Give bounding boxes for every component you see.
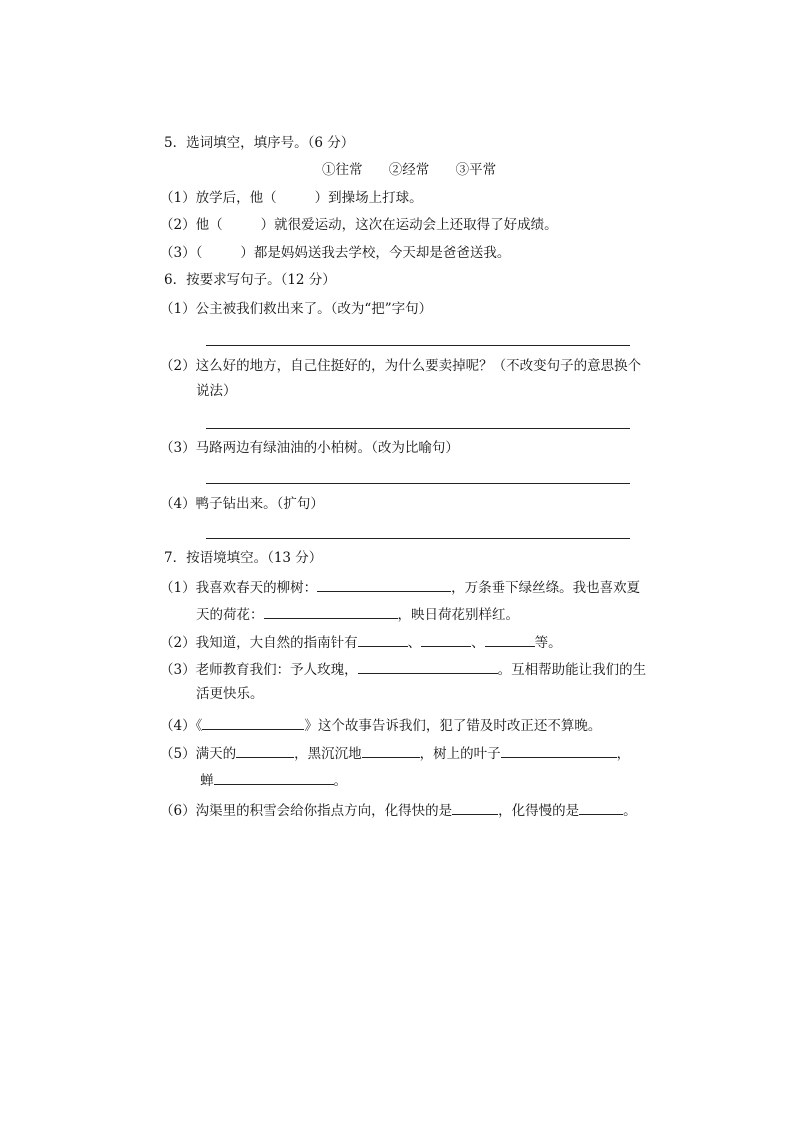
q7-item-4-text-a: （4）《 [160, 718, 203, 734]
q5-options [322, 160, 518, 180]
q7-item-5-text-c: ，树上的叶子 [419, 746, 501, 762]
q7-item-3-text-a: （3）老师教育我们：予人玫瑰， [160, 662, 358, 678]
q7-item-5-blank-1[interactable] [236, 743, 294, 758]
q6-item-2-cont: 说法） [196, 383, 237, 399]
q6-title: 6．按要求写句子。（12 分） [164, 272, 336, 288]
q5-item-3-text-a: （3）（ [160, 245, 203, 261]
q7-item-1-text-b: ，万条垂下绿丝绦。我也喜欢夏 [451, 580, 641, 596]
q5-item-1-text-b: ）到操场上打球。 [314, 190, 423, 206]
q7-item-1-blank-1[interactable] [317, 577, 451, 592]
q5-item-2-text-b: ）就很爱运动，这次在运动会上还取得了好成绩。 [260, 217, 558, 233]
q7-item-1 [160, 577, 640, 598]
q7-item-6-blank-2[interactable] [579, 800, 623, 815]
q7-item-5-blank-2[interactable] [362, 743, 420, 758]
q7-item-1-text-a: （1）我喜欢春天的柳树： [160, 580, 318, 596]
q7-item-2-blank-1[interactable] [358, 632, 408, 647]
q7-item-1-blank-2[interactable] [264, 604, 398, 619]
q7-item-1-text-d: ，映日荷花别样红。 [397, 607, 519, 623]
q5-item-1 [160, 188, 423, 208]
q7-item-6-blank-1[interactable] [452, 800, 498, 815]
q7-item-5-text-b: ，黑沉沉地 [294, 746, 362, 762]
q7-item-5 [160, 743, 630, 764]
q7-item-2 [160, 632, 562, 653]
q6-item-3: （3）马路两边有绿油油的小柏树。（改为比喻句） [160, 440, 459, 456]
q5-item-1-text-a: （1）放学后，他（ [160, 190, 277, 206]
q6-item-1: （1）公主被我们救出来了。（改为“把”字句） [160, 301, 433, 317]
q7-item-6-text-c: 。 [623, 803, 637, 819]
q7-item-5-blank-4[interactable] [214, 770, 334, 785]
q7-item-1-cont [196, 604, 519, 625]
q7-item-2-text-end: 等。 [534, 635, 562, 651]
q6-item-4: （4）鸭子钻出来。（扩句） [160, 496, 324, 512]
q5-option-1: ①往常 [322, 162, 363, 178]
q5-item-3-text-b: ）都是妈妈送我去学校，今天却是爸爸送我。 [240, 245, 511, 261]
q7-item-2-text-a: （2）我知道，大自然的指南针有 [160, 635, 358, 651]
q7-item-3-blank-1[interactable] [358, 659, 498, 674]
q7-item-5-text-d: ， [616, 746, 631, 762]
q7-item-5-text-a: （5）满天的 [160, 746, 237, 762]
q6-item-1-answer-line[interactable] [206, 345, 630, 346]
q5-item-2 [160, 215, 558, 235]
q5-item-3 [160, 243, 510, 263]
q5-option-3: ③平常 [455, 162, 497, 178]
q6-item-3-answer-line[interactable] [206, 483, 630, 484]
q7-item-4 [160, 715, 601, 736]
q7-item-2-blank-3[interactable] [485, 632, 535, 647]
q7-item-5-text-e: 蝉 [200, 773, 214, 789]
q7-item-3 [160, 659, 646, 680]
q7-item-2-blank-2[interactable] [421, 632, 471, 647]
q5-option-2: ②经常 [388, 162, 430, 178]
q7-item-1-text-c: 天的荷花： [196, 607, 264, 623]
q7-item-5-text-f: 。 [333, 773, 347, 789]
q7-item-5-cont [200, 770, 347, 791]
q7-item-2-sep-1: 、 [407, 635, 422, 651]
q6-item-4-answer-line[interactable] [206, 538, 630, 539]
q6-item-2: （2）这么好的地方，自己住挺好的，为什么要卖掉呢？（不改变句子的意思换个 [160, 358, 642, 374]
q5-title: 5．选词填空，填序号。（6 分） [164, 135, 355, 151]
q7-item-6 [160, 800, 637, 821]
q6-item-2-answer-line[interactable] [206, 428, 630, 429]
q5-item-2-text-a: （2）他（ [160, 217, 223, 233]
q7-item-4-blank-1[interactable] [202, 715, 304, 730]
q7-item-2-sep-2: 、 [471, 635, 485, 651]
q7-item-5-blank-3[interactable] [501, 743, 617, 758]
q7-item-3-text-b: 。互相帮助能让我们的生 [497, 662, 647, 678]
q7-item-3-cont: 活更快乐。 [196, 686, 264, 702]
q7-title: 7．按语境填空。（13 分） [164, 550, 323, 566]
q7-item-4-text-b: 》这个故事告诉我们，犯了错及时改正还不算晚。 [304, 718, 602, 734]
q7-item-6-text-a: （6）沟渠里的积雪会给你指点方向，化得快的是 [160, 803, 453, 819]
q7-item-6-text-b: ，化得慢的是 [498, 803, 580, 819]
